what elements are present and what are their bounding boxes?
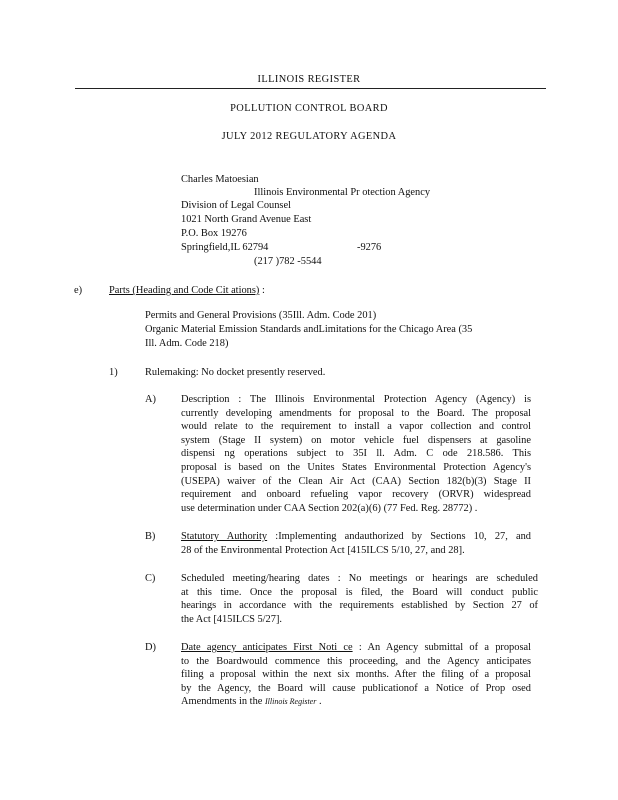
section-e-heading-text: Parts (Heading and Code Cit ations)	[109, 285, 260, 296]
item-1-marker: 1)	[109, 367, 118, 378]
first-notice-label: Date agency anticipates First Noti ce	[181, 642, 353, 653]
paragraph-line: Scheduled meeting/hearing dates : No meetings or hearings are scheduled	[181, 573, 538, 584]
paragraph-line: would relate to the requirement to install a vapor collection and control	[181, 421, 531, 433]
paragraph-line: system (Stage II system) on motor vehicle fuel dispensers at gasoline	[181, 434, 531, 446]
paragraph-line: (USEPA) waiver of the Clean Air Act (CAA) Section 182(b)(3) Stage II	[181, 475, 531, 487]
paragraph-line: dispensi ng operations subject to 35I ll. Adm. C ode 218.586. This	[181, 448, 531, 460]
paragraph-line	[181, 695, 531, 709]
item-d-marker: D)	[145, 642, 156, 653]
contact-zip-ext: -9276	[357, 242, 382, 253]
item-d-paragraph	[181, 641, 531, 709]
contact-agency: Illinois Environmental Pr otection Agency	[254, 187, 431, 198]
parts-line: Ill. Adm. Code 218)	[145, 338, 229, 349]
header-rule	[75, 88, 546, 89]
paragraph-line: at this time. Once the proposal is filed, the Board will conduct public	[181, 586, 538, 598]
section-e-heading-colon: :	[259, 285, 265, 296]
paragraph-line: proposal is based on the Unites States Environmental Protection Agency's	[181, 461, 531, 473]
item-a-paragraph	[181, 393, 531, 515]
paragraph-line	[181, 641, 531, 655]
board-title: POLLUTION CONTROL BOARD	[230, 103, 388, 114]
paragraph-line: currently developing amendments for proposal to the Board. The proposal	[181, 407, 531, 419]
statutory-authority-label: Statutory Authority	[181, 531, 268, 542]
paragraph-line: filing a proposal within the next six months. After the filing of a proposal	[181, 669, 531, 681]
contact-pobox: P.O. Box 19276	[181, 228, 247, 239]
item-c-marker: C)	[145, 573, 156, 584]
contact-street: 1021 North Grand Avenue East	[181, 214, 312, 225]
parts-line: Organic Material Emission Standards andLimitations for the Chicago Area (35	[145, 324, 473, 335]
contact-city: Springfield,IL 62794	[181, 242, 269, 253]
item-b-paragraph	[181, 530, 531, 557]
paragraph-line: hearings in accordance with the requirements established by Section 27 of	[181, 600, 538, 612]
paragraph-line: the Act [415ILCS 5/27].	[181, 613, 283, 625]
amendments-text: Amendments in the	[181, 696, 263, 708]
item-a-marker: A)	[145, 394, 156, 405]
register-title: ILLINOIS REGISTER	[257, 74, 361, 85]
first-notice-text: : An Agency submittal of a proposal	[352, 642, 531, 653]
parts-line: Permits and General Provisions (35Ill. Adm. Code 201)	[145, 310, 377, 321]
contact-name: Charles Matoesian	[181, 174, 259, 185]
item-1-text: Rulemaking: No docket presently reserved.	[145, 367, 326, 378]
paragraph-line: requirement and onboard refueling vapor recovery (ORVR) widespread	[181, 489, 531, 501]
paragraph-line: to the Boardwould commence this proceeding, and the Agency anticipates	[181, 655, 531, 667]
contact-division: Division of Legal Counsel	[181, 200, 291, 211]
period: .	[318, 696, 322, 708]
paragraph-line: 28 of the Environmental Protection Act [415ILCS 5/10, 27, and 28].	[181, 544, 465, 556]
item-c-paragraph	[181, 572, 538, 626]
agenda-title: JULY 2012 REGULATORY AGENDA	[221, 131, 397, 142]
statutory-authority-text: :Implementing andauthorized by Sections 10, 27, and	[267, 531, 532, 542]
paragraph-line: use determination under CAA Section 202(a)(6) (77 Fed. Reg. 28772) .	[181, 502, 478, 514]
paragraph-line: by the Agency, the Board will cause publicationof a Notice of Prop osed	[181, 682, 531, 694]
contact-phone: (217 )782 -5544	[254, 256, 322, 267]
section-e-marker: e)	[74, 285, 83, 296]
paragraph-line	[181, 530, 531, 544]
section-e-heading	[109, 284, 265, 298]
paragraph-line: Description : The Illinois Environmental Protection Agency (Agency) is	[181, 394, 531, 405]
register-italic: Illinois Register	[265, 697, 317, 707]
item-b-marker: B)	[145, 531, 156, 542]
